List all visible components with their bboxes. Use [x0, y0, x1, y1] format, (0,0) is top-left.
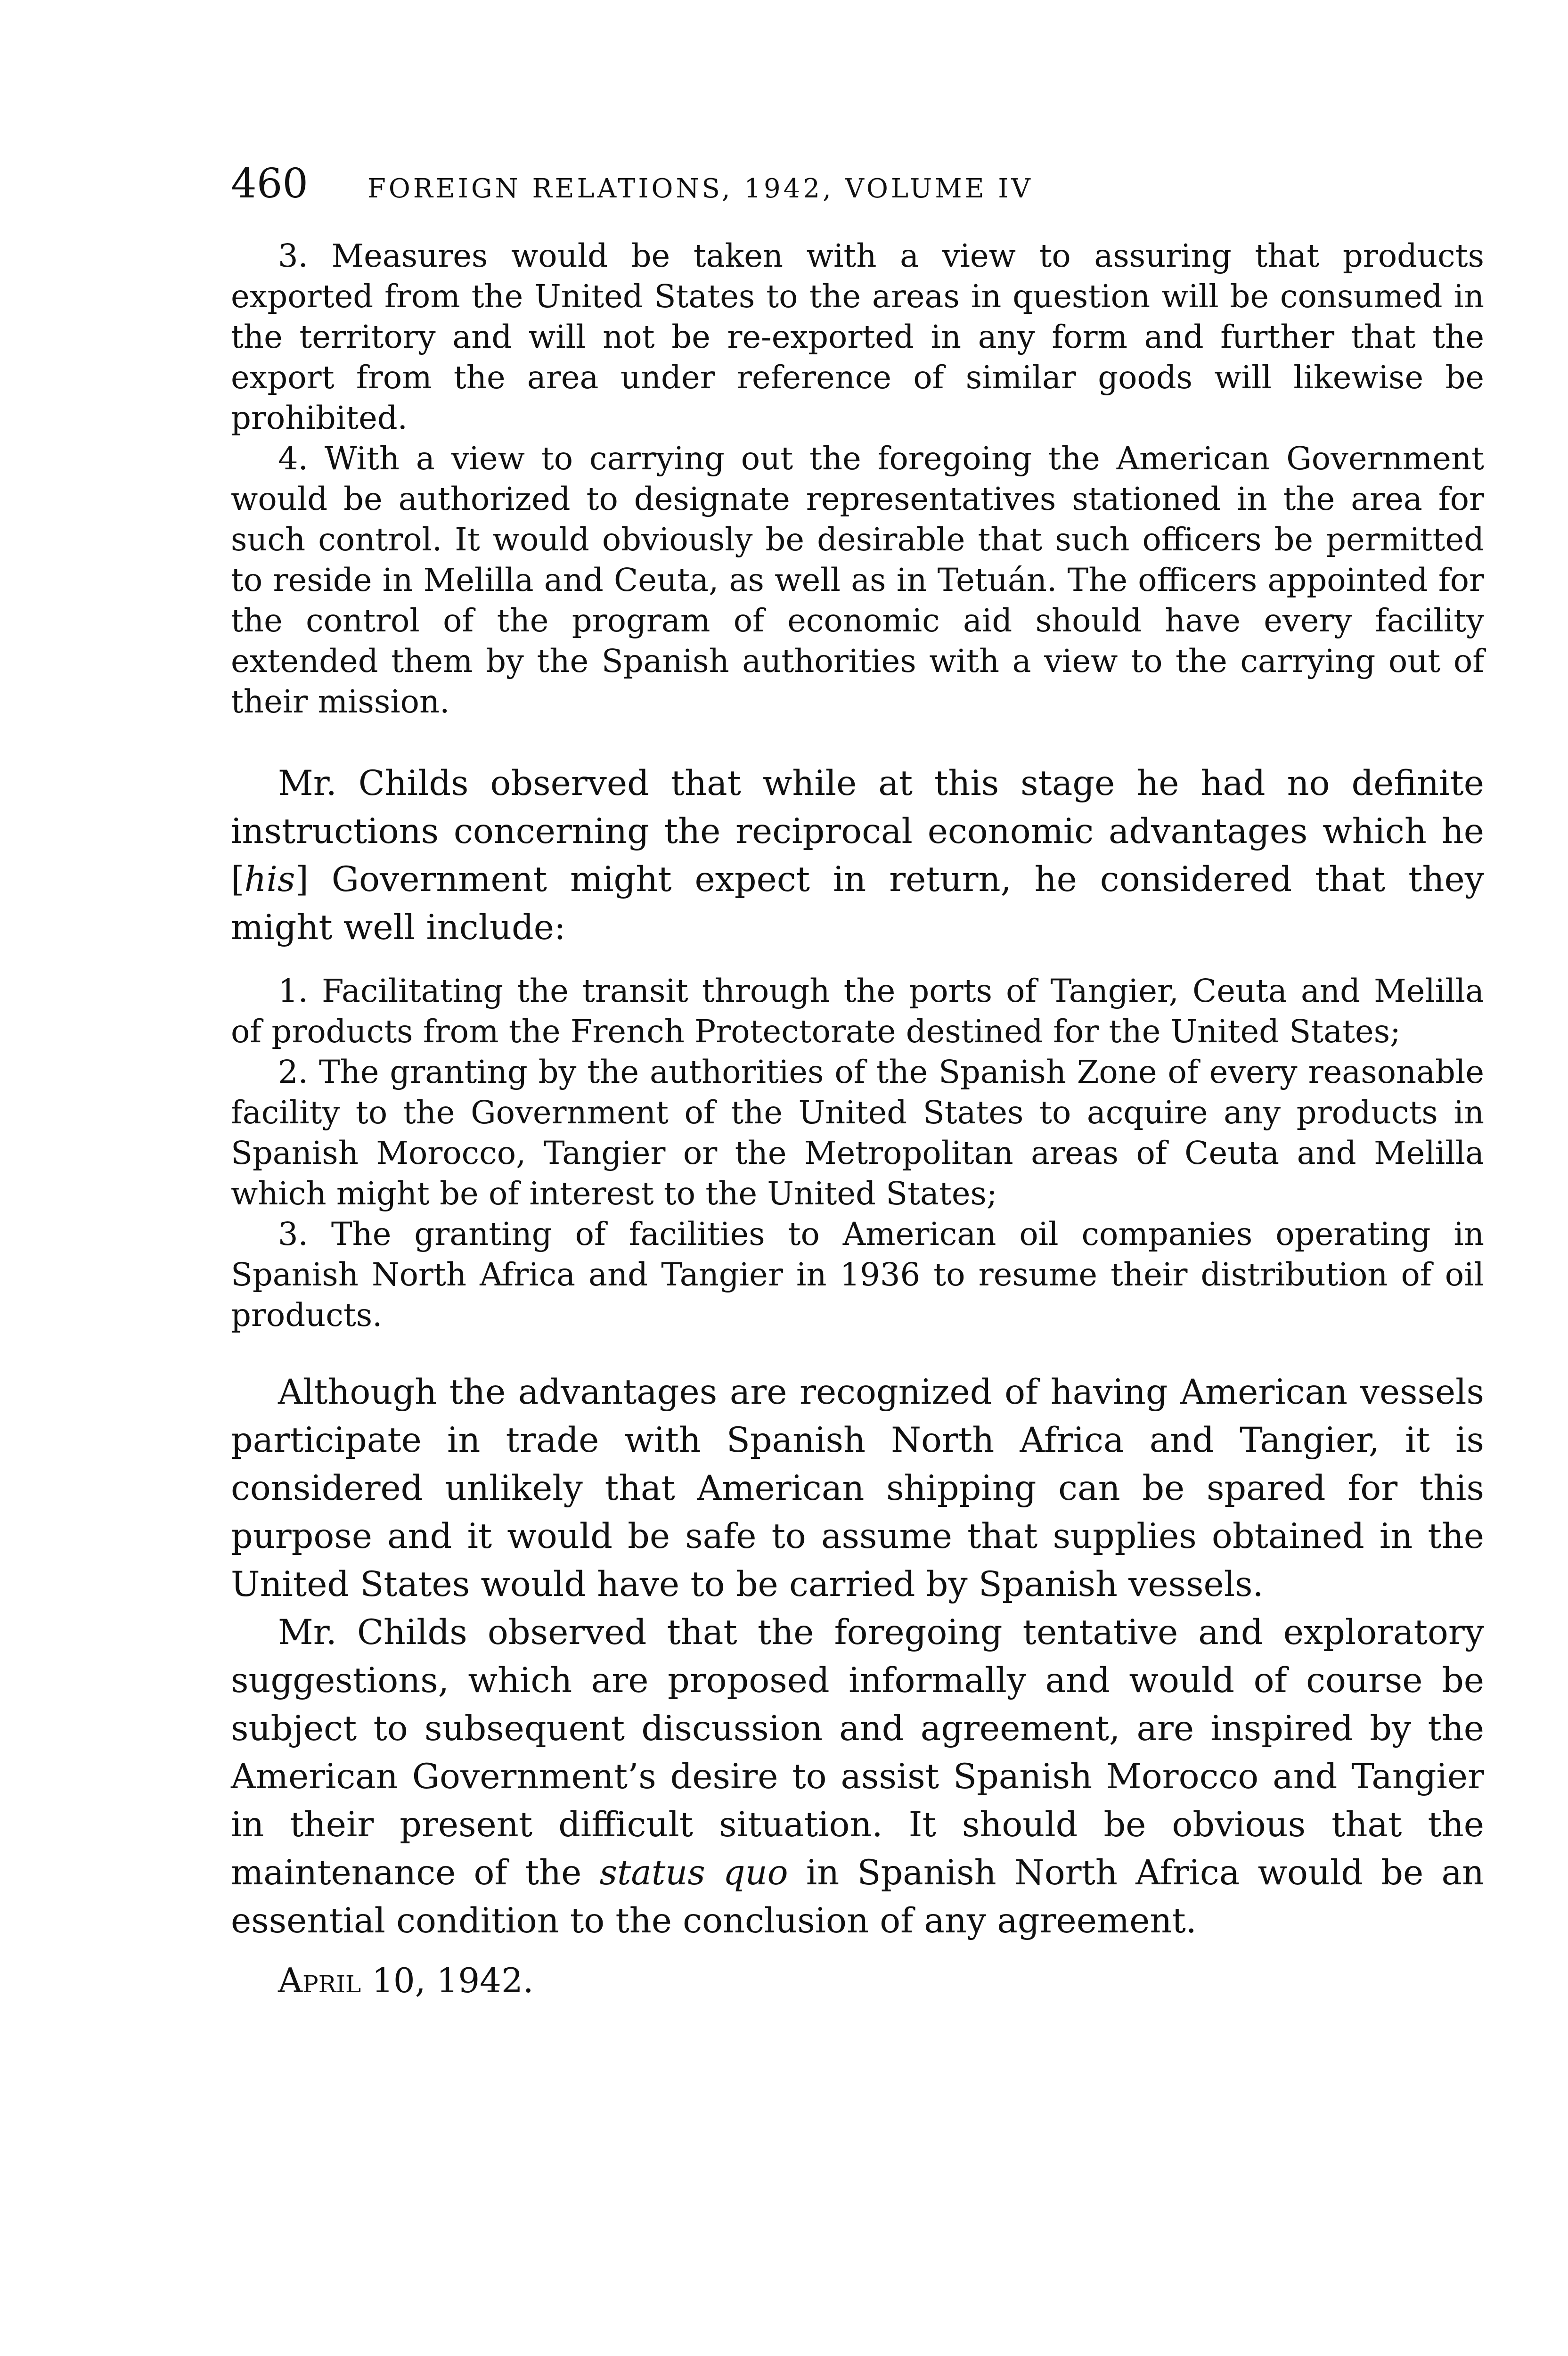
shipping-paragraph: Although the advantages are recognized of having American vessels participate in trade with Spanish North Africa and Tangier, it is considered unlikely that American shipping can be spared for this purpose and it would be safe to assume that supplies obtained in the United States would have to be carried by Spanish vessels.	[231, 1372, 1484, 1604]
document-date: April 10, 1942.	[278, 1961, 534, 2000]
document-page	[231, 160, 1484, 2004]
italic-status-quo: status quo	[599, 1853, 788, 1893]
observation-paragraph: Mr. Childs observed that while at this stage he had no definite instructions concerning the reciprocal economic advantages which he [his] Government might expect in return, he considered that they might well include:	[231, 763, 1484, 948]
running-title: FOREIGN RELATIONS, 1942, VOLUME IV	[368, 173, 1033, 204]
memo-item-4: 4. With a view to carrying out the foregoing the American Government would be authorized to designate representatives stationed in the area for such control. It would obviously be desirable that such officers be permitted to reside in Melilla and Ceuta, as well as in Tetuán. The officers appointed for the control of the program of economic aid should have every facility extended them by the Spanish authorities with a view to the carrying out of their mission.	[231, 440, 1484, 720]
italic-his: his	[244, 859, 295, 900]
advantage-item-2: 2. The granting by the authorities of the Spanish Zone of every reasonable facility to the Government of the United States to acquire any products in Spanish Morocco, Tangier or the Metropolitan areas of Ceuta and Melilla which might be of interest to the United States;	[231, 1054, 1484, 1212]
memo-item-3: 3. Measures would be taken with a view to assuring that products exported from the United States to the areas in question will be consumed in the territory and will not be re-exported in any form and further that the export from the area under reference of similar goods will likewise be prohibited.	[231, 237, 1484, 436]
status-quo-paragraph: Mr. Childs observed that the foregoing tentative and exploratory suggestions, which are proposed informally and would of course be subject to subsequent discussion and agreement, are inspired by the American Government’s desire to assist Spanish Morocco and Tangier in their present difficult situation. It should be obvious that the maintenance of the status quo in Spanish North Africa would be an essential condition to the conclusion of any agreement.	[231, 1612, 1484, 1941]
running-header	[231, 160, 1484, 217]
memo-items	[231, 236, 1484, 722]
advantage-item-1: 1. Facilitating the transit through the ports of Tangier, Ceuta and Melilla of products from the French Protectorate destined for the United States;	[231, 973, 1484, 1050]
childs-observation	[231, 760, 1484, 952]
advantages-list	[231, 971, 1484, 1335]
closing-paragraphs	[231, 1368, 1484, 1945]
advantage-item-3: 3. The granting of facilities to American oil companies operating in Spanish North Africa and Tangier in 1936 to resume their distribution of oil products.	[231, 1216, 1484, 1333]
page-number: 460	[231, 160, 309, 207]
